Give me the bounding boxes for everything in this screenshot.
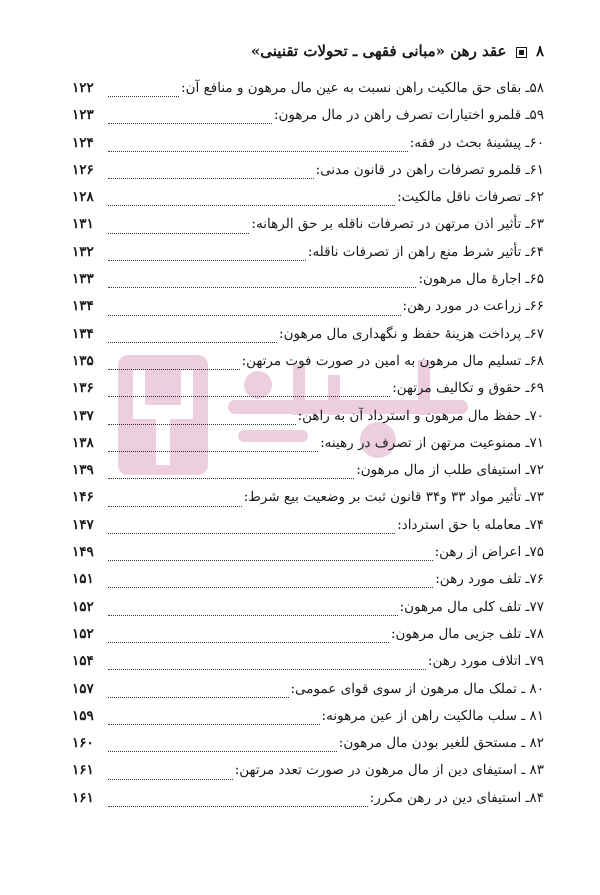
dot-leader <box>108 724 320 725</box>
toc-entry-title: ۷۹ـ اتلاف مورد رهن: <box>427 653 544 670</box>
dot-leader <box>108 451 318 452</box>
toc-page-number: ۱۵۴ <box>72 653 94 670</box>
toc-row <box>72 790 544 817</box>
toc-entry-title: ۵۸ـ بقای حق مالکیت راهن نسبت به عین مال مرهون و منافع آن: <box>181 80 544 96</box>
dot-leader <box>108 669 426 670</box>
toc-entry-title: ۸۱ ـ سلب مالکیت راهن از عین مرهونه: <box>321 707 544 724</box>
page-header <box>56 42 544 60</box>
toc-entry-title: ۶۰ـ پیشینۀ بحث در فقه: <box>409 134 544 151</box>
dot-leader <box>108 342 277 343</box>
toc-row <box>72 517 544 544</box>
toc-page-number: ۱۶۱ <box>72 789 94 806</box>
toc-page-number: ۱۳۸ <box>72 434 94 451</box>
running-title: عقد رهن «مبانی فقهی ـ تحولات تقنینی» <box>250 42 507 60</box>
toc-page-number: ۱۲۶ <box>72 161 94 178</box>
toc-page-number: ۱۴۷ <box>72 516 94 533</box>
toc-row <box>72 189 544 216</box>
dot-leader <box>108 396 390 397</box>
toc-page-number: ۱۵۲ <box>72 598 94 615</box>
dot-leader <box>108 642 389 643</box>
toc-page-number: ۱۳۷ <box>72 407 94 424</box>
toc-page-number: ۱۶۰ <box>72 735 94 752</box>
toc-row <box>72 353 544 380</box>
square-bullet-icon <box>516 47 527 58</box>
toc-entry-title: ۷۲ـ استیفای طلب از مال مرهون: <box>356 462 544 479</box>
toc-entry-title: ۸۲ ـ مستحق للغیر بودن مال مرهون: <box>338 735 544 752</box>
toc-page-number: ۱۳۶ <box>72 380 94 397</box>
toc-entry-title: ۷۶ـ تلف مورد رهن: <box>435 571 544 588</box>
toc-entry-title: ۶۷ـ پرداخت هزینۀ حفظ و نگهداری مال مرهون: <box>279 325 544 342</box>
page-number: ۸ <box>535 42 544 60</box>
toc-row <box>72 653 544 680</box>
toc-page-number: ۱۲۳ <box>72 107 94 124</box>
toc-row <box>72 544 544 571</box>
toc-entry-title: ۶۴ـ تأثیر شرط منع راهن از تصرفات ناقله: <box>307 243 544 260</box>
toc-page-number: ۱۳۴ <box>72 325 94 342</box>
dot-leader <box>108 533 395 534</box>
toc-row <box>72 135 544 162</box>
toc-page-number: ۱۲۲ <box>72 80 94 96</box>
toc-row <box>72 380 544 407</box>
toc-page-number: ۱۳۹ <box>72 462 94 479</box>
toc-row <box>72 681 544 708</box>
toc-entry-title: ۶۲ـ تصرفات ناقل مالکیت: <box>397 189 544 206</box>
toc-row <box>72 244 544 271</box>
toc-page-number: ۱۲۸ <box>72 189 94 206</box>
dot-leader <box>108 478 354 479</box>
toc-page-number: ۱۳۲ <box>72 243 94 260</box>
toc-page-number: ۱۵۲ <box>72 625 94 642</box>
table-of-contents <box>72 80 544 817</box>
toc-entry-title: ۸۴ـ استیفای دین در رهن مکرر: <box>369 789 544 806</box>
toc-row <box>72 107 544 134</box>
toc-entry-title: ۷۰ـ حفظ مال مرهون و استرداد آن به راهن: <box>297 407 544 424</box>
toc-row <box>72 626 544 653</box>
dot-leader <box>108 96 179 97</box>
dot-leader <box>108 205 395 206</box>
dot-leader <box>108 260 306 261</box>
toc-row <box>72 571 544 598</box>
toc-page-number: ۱۲۴ <box>72 134 94 151</box>
dot-leader <box>108 615 398 616</box>
toc-row <box>72 708 544 735</box>
toc-row <box>72 326 544 353</box>
toc-page-number: ۱۳۳ <box>72 271 94 288</box>
toc-entry-title: ۶۶ـ زراعت در مورد رهن: <box>402 298 544 315</box>
toc-entry-title: ۶۱ـ قلمرو تصرفات راهن در قانون مدنی: <box>315 161 544 178</box>
dot-leader <box>108 178 314 179</box>
dot-leader <box>108 506 242 507</box>
toc-entry-title: ۷۴ـ معامله با حق استرداد: <box>397 516 544 533</box>
toc-page-number: ۱۳۱ <box>72 216 94 233</box>
dot-leader <box>108 369 240 370</box>
toc-row <box>72 435 544 462</box>
toc-entry-title: ۶۸ـ تسلیم مال مرهون به امین در صورت فوت مرتهن: <box>241 352 544 369</box>
toc-entry-title: ۷۱ـ ممنوعیت مرتهن از تصرف در رهینه: <box>320 434 544 451</box>
toc-row <box>72 408 544 435</box>
toc-entry-title: ۷۳ـ تأثیر مواد ۳۳ و۳۴ قانون ثبت بر وضعیت بیع شرط: <box>243 489 544 506</box>
dot-leader <box>108 560 433 561</box>
dot-leader <box>108 424 296 425</box>
toc-entry-title: ۷۷ـ تلف کلی مال مرهون: <box>399 598 544 615</box>
toc-row <box>72 735 544 762</box>
toc-page-number: ۱۵۷ <box>72 680 94 697</box>
toc-row <box>72 162 544 189</box>
toc-entry-title: ۵۹ـ قلمرو اختیارات تصرف راهن در مال مرهون: <box>273 107 544 124</box>
toc-row <box>72 489 544 516</box>
toc-entry-title: ۸۰ ـ تملک مال مرهون از سوی قوای عمومی: <box>290 680 544 697</box>
toc-row <box>72 462 544 489</box>
toc-page-number: ۱۴۹ <box>72 544 94 561</box>
dot-leader <box>108 779 233 780</box>
toc-row <box>72 216 544 243</box>
toc-page-number: ۱۳۵ <box>72 352 94 369</box>
dot-leader <box>108 123 272 124</box>
dot-leader <box>108 233 249 234</box>
toc-entry-title: ۶۹ـ حقوق و تکالیف مرتهن: <box>392 380 544 397</box>
toc-entry-title: ۶۳ـ تأثیر اذن مرتهن در تصرفات ناقله بر حق الرهانه: <box>251 216 544 233</box>
toc-page-number: ۱۴۶ <box>72 489 94 506</box>
toc-row <box>72 80 544 107</box>
toc-entry-title: ۷۵ـ اعراض از رهن: <box>434 544 544 561</box>
toc-row <box>72 271 544 298</box>
toc-page-number: ۱۵۱ <box>72 571 94 588</box>
toc-row <box>72 298 544 325</box>
dot-leader <box>108 697 289 698</box>
dot-leader <box>108 751 337 752</box>
dot-leader <box>108 587 433 588</box>
toc-page-number: ۱۶۱ <box>72 762 94 779</box>
toc-row <box>72 599 544 626</box>
dot-leader <box>108 806 368 807</box>
dot-leader <box>108 287 416 288</box>
toc-page-number: ۱۵۹ <box>72 707 94 724</box>
toc-page-number: ۱۳۴ <box>72 298 94 315</box>
toc-row <box>72 762 544 789</box>
dot-leader <box>108 151 408 152</box>
toc-entry-title: ۷۸ـ تلف جزیی مال مرهون: <box>390 625 544 642</box>
dot-leader <box>108 315 401 316</box>
toc-entry-title: ۶۵ـ اجارۀ مال مرهون: <box>418 271 544 288</box>
toc-entry-title: ۸۳ ـ استیفای دین از مال مرهون در صورت تعدد مرتهن: <box>234 762 544 779</box>
